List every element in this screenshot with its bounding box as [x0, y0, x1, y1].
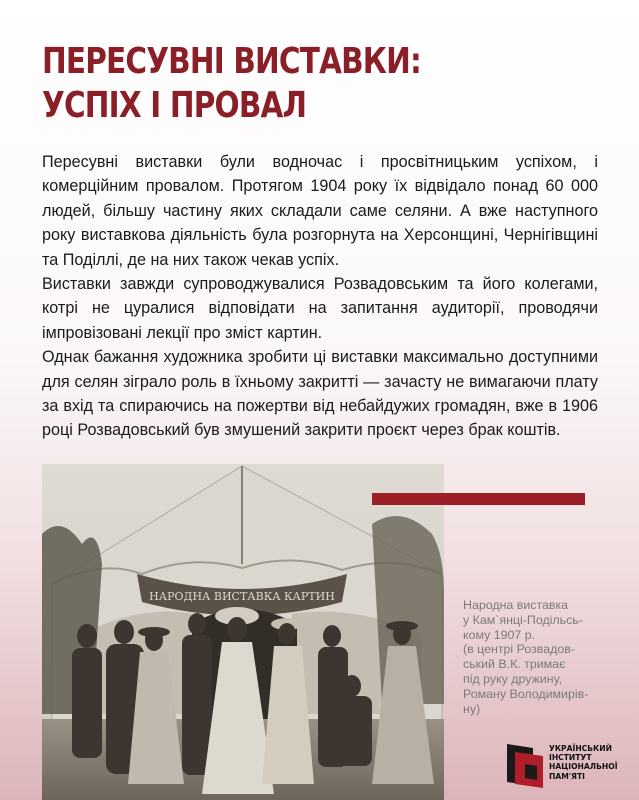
institute-logo-icon	[503, 740, 549, 790]
caption-line: кому 1907 р.	[463, 627, 536, 642]
page-title	[42, 40, 501, 128]
photo-caption	[463, 598, 613, 716]
caption-line: Роману Володимирів-	[463, 686, 589, 701]
caption-line: під руку дружину,	[463, 671, 563, 686]
logo-line: НАЦІОНАЛЬНОЇ	[549, 762, 618, 772]
accent-bar	[372, 493, 585, 505]
title-line-2: УСПІХ І ПРОВАЛ	[42, 85, 307, 126]
caption-line: Народна виставка	[463, 598, 569, 612]
paragraph-2: Виставки завжди супроводжувалися Розвадовським та його колегами, котрі не цуралися відповідати на запитання аудиторії, проводячи імпровізовані лекції про зміст картин.	[42, 275, 598, 342]
title-line-1: ПЕРЕСУВНІ ВИСТАВКИ:	[42, 41, 421, 82]
historical-photo	[42, 464, 444, 800]
paragraph-3: Однак бажання художника зробити ці виставки максимально доступними для селян зіграло роль в їхньому закритті — зачасту не вимагаючи плату за вхід та спираючись на пожертви від небайдужих громадян, вже в 1906 році Розвадовський був змушений закрити проєкт через брак коштів.	[42, 348, 598, 440]
tent-banner-text: НАРОДНА ВИСТАВКА КАРТИН	[149, 590, 335, 603]
caption-line: у Кам`янці-Подільсь-	[463, 612, 583, 627]
caption-line: ну)	[463, 701, 481, 716]
institute-name	[549, 744, 639, 781]
caption-line: (в центрі Розвадов-	[463, 642, 575, 657]
logo-line: УКРАЇНСЬКИЙ	[549, 744, 612, 753]
paragraph-1: Пересувні виставки були водночас і просвітницьким успіхом, і комерційним провалом. Протягом 1904 року їх відвідало понад 60 000 людей, більшу частину яких складали саме селяни. А вже наступного року виставкова діяльність була розгорнута на Херсонщині, Чернігівщині та Поділлі, де на них також чекав успіх.	[42, 153, 598, 269]
exhibition-photo-illustration	[42, 464, 444, 800]
logo-line: ПАМ'ЯТІ	[549, 771, 585, 781]
article-body	[42, 150, 598, 443]
logo-line: ІНСТИТУТ	[549, 753, 592, 763]
caption-line: ський В.К. тримає	[463, 657, 566, 672]
